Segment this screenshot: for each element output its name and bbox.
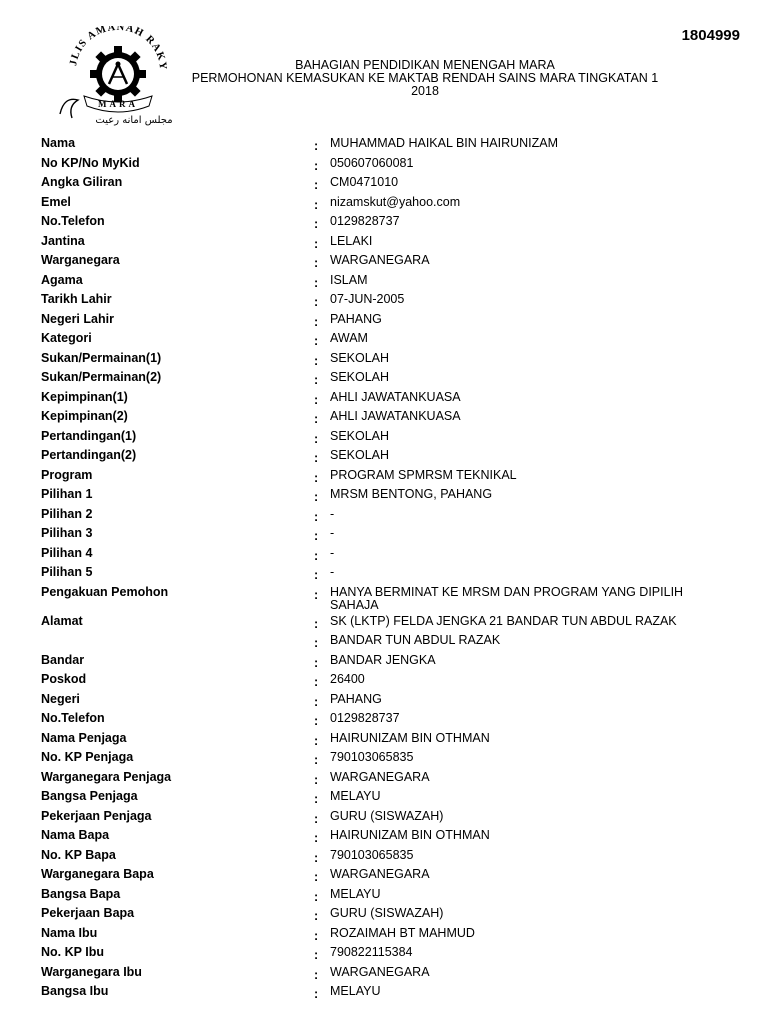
field-value: AWAM: [330, 331, 368, 345]
field-value: PAHANG: [330, 691, 382, 706]
field-row: [0, 583, 768, 612]
field-row: [0, 251, 768, 271]
field-row: [0, 173, 768, 193]
field-colon: :: [314, 295, 319, 309]
field-colon: :: [314, 197, 319, 212]
field-value: ISLAM: [330, 272, 368, 287]
field-colon: :: [314, 831, 319, 845]
header-line-3: 2018: [411, 84, 439, 98]
field-value: GURU (SISWAZAH): [330, 906, 444, 920]
field-row: [0, 505, 768, 525]
field-label: Pengakuan Pemohon: [41, 584, 169, 599]
field-label: Warganegara Penjaga: [41, 769, 172, 784]
field-row: [0, 329, 768, 349]
field-value: GURU (SISWAZAH): [330, 808, 444, 823]
field-colon: :: [314, 236, 319, 251]
field-colon: :: [314, 889, 319, 904]
field-label: Nama Bapa: [41, 828, 110, 842]
field-row: [0, 388, 768, 408]
field-row: [0, 787, 768, 807]
field-value: PAHANG: [330, 311, 382, 326]
field-value: 26400: [330, 672, 365, 686]
field-row: [0, 349, 768, 369]
field-colon: :: [314, 178, 319, 192]
field-colon: :: [314, 392, 319, 407]
document-number: 1804999: [681, 27, 740, 44]
field-value: LELAKI: [330, 233, 373, 248]
field-label: Alamat: [41, 613, 83, 628]
field-row: [0, 212, 768, 232]
field-row: [0, 290, 768, 310]
field-value: 0129828737: [330, 711, 400, 725]
field-row: [0, 826, 768, 846]
field-row: [0, 709, 768, 729]
field-label: Warganegara Bapa: [41, 867, 154, 881]
field-colon: :: [314, 655, 319, 670]
logo-ring-text: JLIS AMANAH RAKY: [68, 26, 169, 71]
field-label: No.Telefon: [41, 711, 105, 725]
field-row: [0, 154, 768, 174]
field-row: [0, 563, 768, 583]
field-colon: :: [314, 158, 319, 173]
field-value: SEKOLAH: [330, 428, 390, 443]
field-label: Nama Ibu: [41, 925, 98, 940]
field-colon: :: [314, 470, 319, 485]
field-row: [0, 407, 768, 427]
field-value: -: [330, 545, 335, 560]
field-label: Kepimpinan(2): [41, 409, 128, 423]
logo-banner-text: MARA: [98, 99, 138, 109]
field-colon: :: [314, 753, 319, 767]
field-label: Pilihan 1: [41, 487, 93, 501]
field-row: [0, 807, 768, 827]
field-colon: :: [314, 987, 319, 1001]
field-value: BANDAR TUN ABDUL RAZAK: [330, 633, 501, 647]
field-value: HAIRUNIZAM BIN OTHMAN: [330, 828, 490, 842]
field-value: MRSM BENTONG, PAHANG: [330, 487, 493, 501]
field-label: No. KP Bapa: [41, 847, 116, 862]
field-colon: :: [314, 870, 319, 884]
field-row: [0, 485, 768, 505]
field-row: [0, 963, 768, 983]
field-row: [0, 670, 768, 690]
field-value: SEKOLAH: [330, 350, 390, 365]
applicant-fields: [0, 134, 768, 1002]
field-row: [0, 943, 768, 963]
field-value: HANYA BERMINAT KE MRSM DAN PROGRAM YANG DIPILIH SAHAJA: [330, 584, 684, 612]
document-header: [150, 59, 700, 98]
field-label: Poskod: [41, 672, 87, 686]
field-label: Jantina: [41, 233, 85, 248]
field-colon: :: [314, 217, 319, 231]
field-value: SEKOLAH: [330, 448, 390, 462]
field-colon: :: [314, 675, 319, 689]
field-value: PROGRAM SPMRSM TEKNIKAL: [330, 467, 517, 482]
field-value: 790103065835: [330, 847, 414, 862]
field-row: [0, 544, 768, 564]
field-colon: :: [314, 451, 319, 465]
field-label: Pekerjaan Bapa: [41, 906, 135, 920]
field-row: [0, 466, 768, 486]
field-label: Kepimpinan(1): [41, 389, 128, 404]
field-colon: :: [314, 948, 319, 962]
field-label: Pilihan 5: [41, 565, 93, 579]
field-value: -: [330, 526, 335, 540]
field-value: 050607060081: [330, 155, 414, 170]
field-row: [0, 768, 768, 788]
field-label: Pilihan 2: [41, 506, 93, 521]
field-label: Bangsa Ibu: [41, 984, 109, 998]
field-value: MELAYU: [330, 984, 381, 998]
field-label: Pertandingan(1): [41, 428, 137, 443]
field-row: [0, 651, 768, 671]
field-value: HAIRUNIZAM BIN OTHMAN: [330, 730, 490, 745]
field-row: [0, 690, 768, 710]
field-value: 0129828737: [330, 214, 400, 228]
field-value: ROZAIMAH BT MAHMUD: [330, 925, 475, 940]
field-label: Negeri: [41, 691, 80, 706]
field-row: [0, 368, 768, 388]
field-colon: :: [314, 431, 319, 446]
field-label: Program: [41, 467, 93, 482]
field-colon: :: [314, 850, 319, 865]
field-colon: :: [314, 587, 319, 602]
field-row: [0, 612, 768, 632]
field-row: [0, 134, 768, 154]
field-value: WARGANEGARA: [330, 867, 430, 881]
field-colon: :: [314, 412, 319, 426]
field-value: -: [330, 506, 335, 521]
field-colon: :: [314, 616, 319, 631]
field-colon: :: [314, 772, 319, 787]
field-label: Kategori: [41, 331, 92, 345]
field-label: No. KP Penjaga: [41, 750, 134, 764]
field-colon: :: [314, 139, 319, 153]
field-label: Sukan/Permainan(2): [41, 370, 162, 384]
field-row: [0, 748, 768, 768]
field-colon: :: [314, 334, 319, 348]
field-row: [0, 982, 768, 1002]
field-row: [0, 193, 768, 213]
field-label: Emel: [41, 194, 71, 209]
field-row: [0, 904, 768, 924]
field-row: [0, 924, 768, 944]
field-row: [0, 446, 768, 466]
field-value: AHLI JAWATANKUASA: [330, 409, 461, 423]
field-value: -: [330, 565, 335, 579]
field-value: nizamskut@yahoo.com: [330, 194, 461, 209]
field-value: CM0471010: [330, 175, 399, 189]
field-row: [0, 524, 768, 544]
field-colon: :: [314, 694, 319, 709]
field-label: No.Telefon: [41, 214, 105, 228]
field-value: SK (LKTP) FELDA JENGKA 21 BANDAR TUN ABDUL RAZAK: [330, 613, 677, 628]
header-line-2: PERMOHONAN KEMASUKAN KE MAKTAB RENDAH SAINS MARA TINGKATAN 1: [191, 71, 659, 85]
field-colon: :: [314, 792, 319, 806]
field-colon: :: [314, 733, 319, 748]
field-label: Warganegara Ibu: [41, 964, 142, 979]
field-colon: :: [314, 568, 319, 582]
field-label: Nama Penjaga: [41, 730, 127, 745]
field-label: Tarikh Lahir: [41, 292, 112, 306]
field-row: [0, 232, 768, 252]
field-colon: :: [314, 509, 319, 524]
field-value: MELAYU: [330, 789, 381, 803]
field-colon: :: [314, 548, 319, 563]
field-row: [0, 271, 768, 291]
field-colon: :: [314, 811, 319, 826]
field-colon: :: [314, 529, 319, 543]
field-label: Sukan/Permainan(1): [41, 350, 162, 365]
field-colon: :: [314, 256, 319, 270]
logo-script-text: مجلس امانه رعيت: [95, 115, 173, 126]
field-label: Nama: [41, 136, 76, 150]
field-label: Pertandingan(2): [41, 448, 137, 462]
field-value: AHLI JAWATANKUASA: [330, 389, 461, 404]
field-label: No KP/No MyKid: [41, 155, 140, 170]
field-label: No. KP Ibu: [41, 945, 104, 959]
field-colon: :: [314, 714, 319, 728]
field-row: [0, 865, 768, 885]
field-label: Agama: [41, 272, 83, 287]
field-colon: :: [314, 967, 319, 982]
field-label: Pilihan 4: [41, 545, 93, 560]
field-label: Bangsa Penjaga: [41, 789, 138, 803]
field-row: [0, 729, 768, 749]
field-value: MELAYU: [330, 886, 381, 901]
field-value: WARGANEGARA: [330, 769, 430, 784]
header-line-1: BAHAGIAN PENDIDIKAN MENENGAH MARA: [295, 58, 555, 72]
field-value: 790822115384: [330, 945, 413, 959]
field-label: Pilihan 3: [41, 526, 93, 540]
field-label: Angka Giliran: [41, 175, 123, 189]
field-value: 07-JUN-2005: [330, 292, 405, 306]
field-row: [0, 427, 768, 447]
field-colon: :: [314, 928, 319, 943]
field-value: WARGANEGARA: [330, 964, 430, 979]
field-row: [0, 846, 768, 866]
field-colon: :: [314, 373, 319, 387]
field-colon: :: [314, 909, 319, 923]
field-label: Bandar: [41, 652, 85, 667]
field-value: BANDAR JENGKA: [330, 652, 436, 667]
field-label: Bangsa Bapa: [41, 886, 121, 901]
field-value: SEKOLAH: [330, 370, 390, 384]
field-value: MUHAMMAD HAIKAL BIN HAIRUNIZAM: [330, 136, 559, 150]
field-value: 790103065835: [330, 750, 414, 764]
field-label: Warganegara: [41, 253, 120, 267]
field-row: [0, 310, 768, 330]
field-colon: :: [314, 353, 319, 368]
field-label: Negeri Lahir: [41, 311, 114, 326]
field-colon: :: [314, 490, 319, 504]
field-row: [0, 631, 768, 651]
field-row: [0, 885, 768, 905]
field-colon: :: [314, 314, 319, 329]
field-colon: :: [314, 275, 319, 290]
field-value: WARGANEGARA: [330, 253, 430, 267]
field-colon: :: [314, 636, 319, 650]
field-label: Pekerjaan Penjaga: [41, 808, 152, 823]
